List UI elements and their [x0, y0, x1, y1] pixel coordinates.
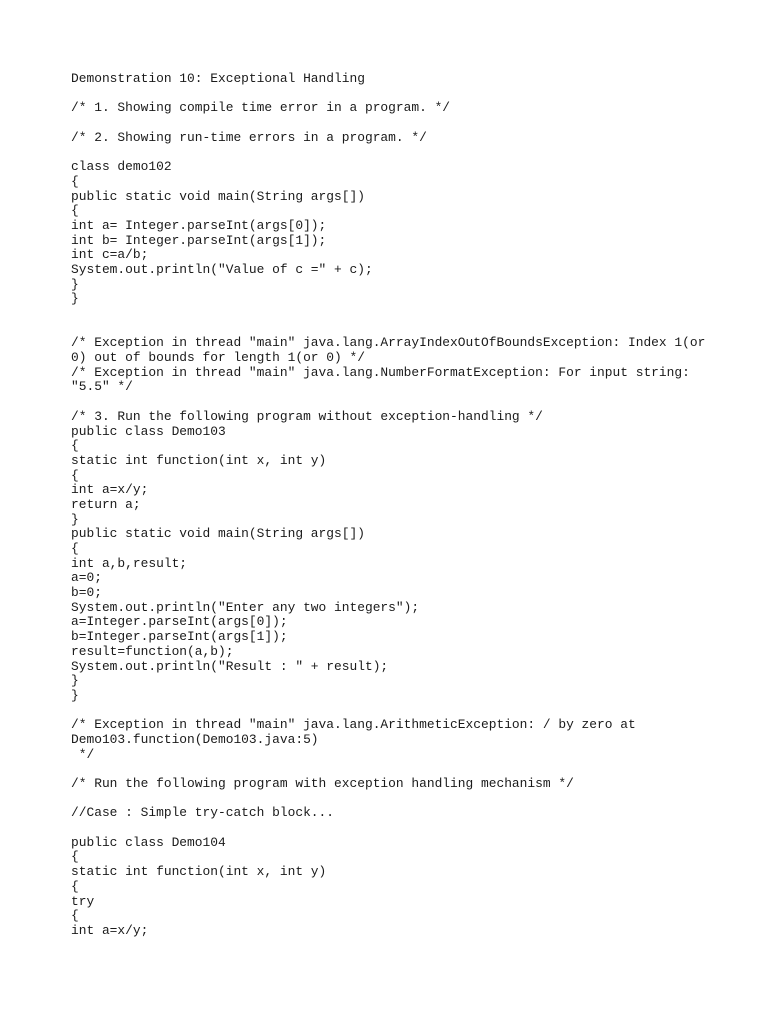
code-line: {: [71, 878, 79, 894]
blank-line: [71, 821, 711, 836]
document-title: Demonstration 10: Exceptional Handling: [71, 71, 365, 86]
code-line: int c=a/b;: [71, 247, 149, 263]
comment-line: /* Exception in thread "main" java.lang.ArrayIndexOutOfBoundsException: Index 1(or: [71, 335, 706, 351]
comment-line: 0) out of bounds for length 1(or 0) */: [71, 350, 365, 366]
comment-line: /* Exception in thread "main" java.lang.ArithmeticException: / by zero at: [71, 717, 636, 733]
blank-line: [71, 145, 711, 160]
comment-line: "5.5" */: [71, 379, 133, 395]
comment-line: /* 1. Showing compile time error in a program. */: [71, 100, 451, 116]
code-line: {: [71, 908, 79, 924]
code-line: {: [71, 541, 79, 556]
code-line: int a=x/y;: [71, 482, 149, 498]
comment-line: /* Exception in thread "main" java.lang.NumberFormatException: For input string:: [71, 364, 690, 380]
code-line: b=0;: [71, 585, 102, 601]
code-line: {: [71, 849, 79, 865]
blank-line: [71, 307, 711, 322]
code-line: b=Integer.parseInt(args[1]);: [71, 629, 288, 645]
blank-line: [71, 792, 711, 807]
comment-line: Demo103.function(Demo103.java:5): [71, 731, 319, 747]
code-line: return a;: [71, 496, 141, 512]
code-line: }: [71, 687, 79, 703]
code-line: System.out.println("Enter any two integers");: [71, 599, 420, 615]
code-line: }: [71, 673, 79, 689]
code-line: int a= Integer.parseInt(args[0]);: [71, 217, 327, 233]
code-line: int a,b,result;: [71, 555, 188, 571]
code-line: static int function(int x, int y): [71, 864, 327, 880]
comment-line: /* Run the following program with exception handling mechanism */: [71, 776, 574, 791]
code-line: }: [71, 276, 79, 292]
code-line: }: [71, 511, 79, 527]
code-line: public class Demo104: [71, 834, 226, 850]
comment-line: /* 2. Showing run-time errors in a program. */: [71, 129, 427, 145]
blank-line: [71, 704, 711, 719]
code-line: }: [71, 291, 79, 307]
blank-line: [71, 395, 711, 410]
code-line: try: [71, 893, 95, 909]
code-line: int a=x/y;: [71, 922, 149, 938]
code-line: public static void main(String args[]): [71, 188, 365, 204]
code-line: int b= Integer.parseInt(args[1]);: [71, 232, 327, 248]
blank-line: [71, 762, 711, 777]
code-line: {: [71, 173, 79, 189]
code-line: System.out.println("Value of c =" + c);: [71, 261, 373, 277]
blank-line: [71, 116, 711, 131]
code-line: {: [71, 203, 79, 219]
document-page: [71, 72, 711, 939]
code-line: {: [71, 438, 79, 454]
code-line: public static void main(String args[]): [71, 526, 365, 542]
blank-line: [71, 87, 711, 102]
code-line: class demo102: [71, 159, 172, 175]
comment-line: /* 3. Run the following program without exception-handling */: [71, 408, 543, 424]
code-line: System.out.println("Result : " + result);: [71, 658, 389, 674]
code-line: a=Integer.parseInt(args[0]);: [71, 614, 288, 630]
code-line: result=function(a,b);: [71, 643, 234, 659]
code-line: public class Demo103: [71, 423, 226, 439]
code-line: a=0;: [71, 570, 102, 586]
code-line: {: [71, 467, 79, 483]
blank-line: [71, 322, 711, 337]
comment-line: */: [71, 746, 95, 762]
code-line: static int function(int x, int y): [71, 452, 327, 468]
comment-line: //Case : Simple try-catch block...: [71, 805, 335, 821]
